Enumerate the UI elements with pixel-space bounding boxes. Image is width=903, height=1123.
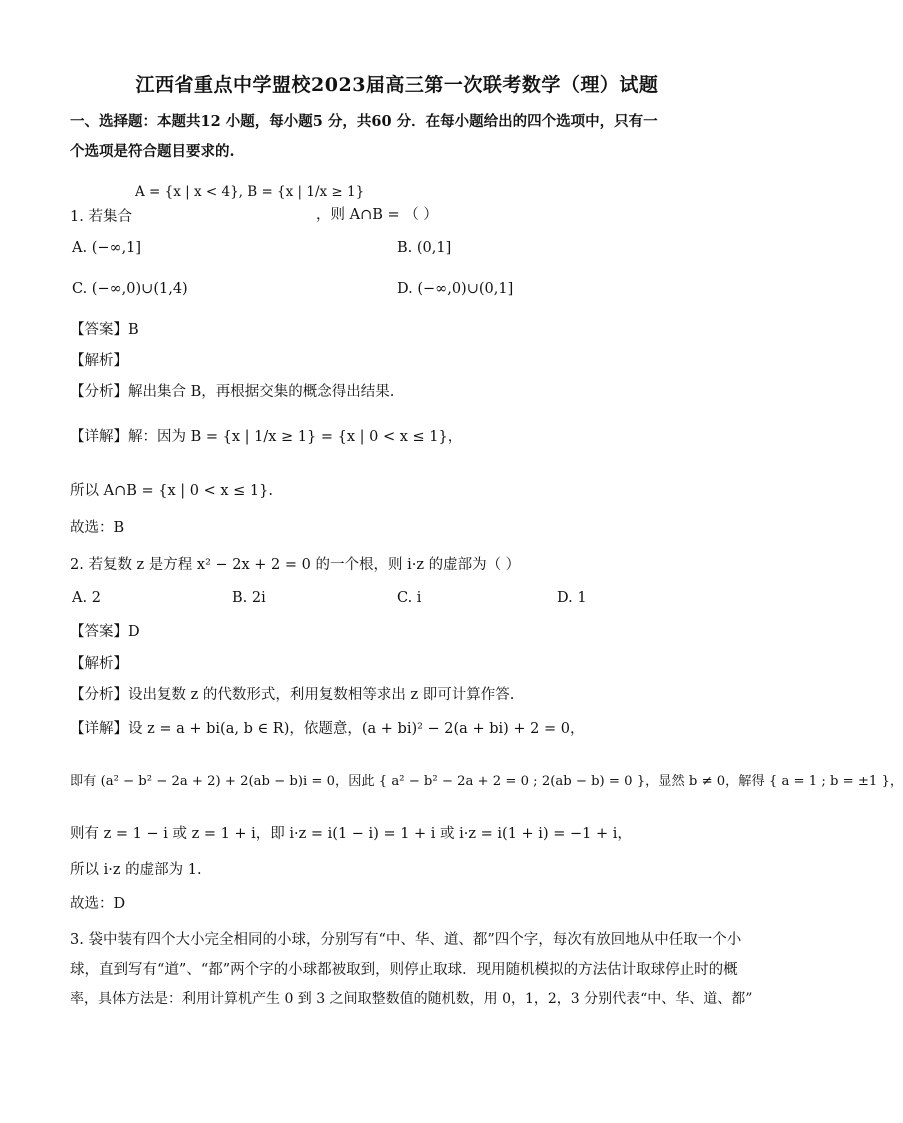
q1-set-definition: A = {x | x < 4}, B = {x | 1/x ≥ 1} xyxy=(135,184,365,200)
q1-stem: 1. 若集合 xyxy=(70,209,132,225)
q2-option-c: C. i xyxy=(397,590,422,606)
q1-conclusion: 所以 A∩B = {x | 0 < x ≤ 1}. xyxy=(70,483,273,499)
q3-line1: 3. 袋中装有四个大小完全相同的小球，分别写有“中、华、道、都”四个字，每次有放回地从中任取一个小 xyxy=(70,932,742,948)
q2-equation-system: 即有 (a² − b² − 2a + 2) + 2(ab − b)i = 0，因此 { a² − b² − 2a + 2 = 0 ; 2(ab − b) = 0 }，显然 b ≠ 0，解得 { a = 1 ; b = ±1 }， xyxy=(70,774,903,789)
q1-option-b: B. (0,1] xyxy=(397,240,452,256)
q1-option-d: D. (−∞,0)∪(0,1] xyxy=(397,281,514,297)
q2-answer: 【答案】D xyxy=(70,624,140,640)
q1-option-c: C. (−∞,0)∪(1,4) xyxy=(72,281,188,297)
q2-choice: 故选：D xyxy=(70,896,126,912)
q1-answer: 【答案】B xyxy=(70,322,139,338)
q2-option-d: D. 1 xyxy=(557,590,587,606)
q1-detail: 【详解】解：因为 B = {x | 1/x ≥ 1} = {x | 0 < x ≤ 1}， xyxy=(70,429,463,445)
q2-conclusion: 所以 i·z 的虚部为 1. xyxy=(70,862,202,878)
q1-fenxi: 【分析】解出集合 B，再根据交集的概念得出结果. xyxy=(70,384,395,400)
q3-line3: 率，具体方法是：利用计算机产生 0 到 3 之间取整数值的随机数，用 0，1，2，3 分别代表“中、华、道、都” xyxy=(70,991,753,1007)
q2-detail: 【详解】设 z = a + bi(a, b ∈ R)，依题意，(a + bi)² − 2(a + bi) + 2 = 0， xyxy=(70,721,585,737)
q2-option-b: B. 2i xyxy=(232,590,266,606)
q2-analysis-label: 【解析】 xyxy=(70,656,128,672)
q2-stem: 2. 若复数 z 是方程 x² − 2x + 2 = 0 的一个根，则 i·z 的虚部为（ ） xyxy=(70,557,521,573)
q2-result: 则有 z = 1 − i 或 z = 1 + i，即 i·z = i(1 − i) = 1 + i 或 i·z = i(1 + i) = −1 + i， xyxy=(70,826,632,842)
section-heading-line2: 个选项是符合题目要求的. xyxy=(70,143,235,160)
section-heading-line1: 一、选择题：本题共12 小题，每小题5 分，共60 分．在每小题给出的四个选项中，只有一 xyxy=(70,113,658,130)
q1-option-a: A. (−∞,1] xyxy=(72,240,142,256)
q1-stem-tail: ，则 A∩B = （ ） xyxy=(316,207,438,223)
q2-option-a: A. 2 xyxy=(72,590,101,606)
q2-fenxi: 【分析】设出复数 z 的代数形式，利用复数相等求出 z 即可计算作答. xyxy=(70,687,515,703)
page-title: 江西省重点中学盟校2023届高三第一次联考数学（理）试题 xyxy=(135,74,659,96)
q1-choice: 故选：B xyxy=(70,520,125,536)
q3-line2: 球，直到写有“道”、“都”两个字的小球都被取到，则停止取球．现用随机模拟的方法估计取球停止时的概 xyxy=(70,962,738,978)
q1-analysis-label: 【解析】 xyxy=(70,353,128,369)
